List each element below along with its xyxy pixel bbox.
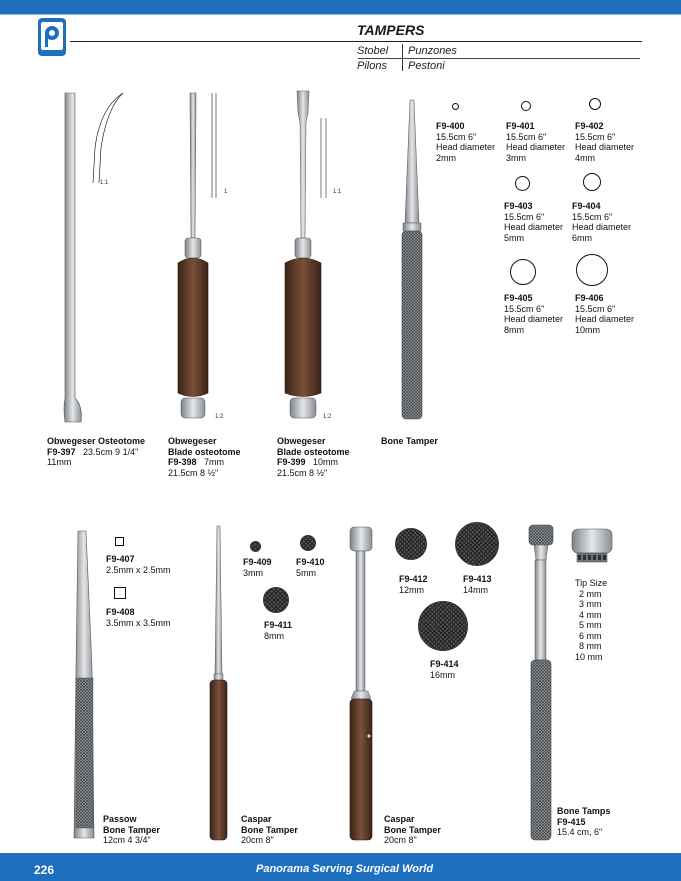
product-name: Obwegeser: [277, 436, 326, 446]
obwegeser-osteotome-illustration: [55, 88, 135, 428]
blade-osteotome-10mm-illustration: [277, 88, 347, 428]
product-code: F9-404: [572, 201, 601, 211]
product-size: 21.5cm 8 ½": [168, 467, 219, 478]
bone-tamper-illustration: [395, 95, 431, 425]
product-diameter: 6mm: [572, 232, 592, 243]
product-code: F9-412: [399, 574, 428, 584]
product-size: 2.5mm x 2.5mm: [106, 564, 171, 575]
mesh-head-f9-411: [263, 587, 289, 613]
product-code: F9-401: [506, 121, 535, 131]
product-size: 21.5cm 8 ½": [277, 467, 328, 478]
page-title: TAMPERS: [357, 22, 425, 38]
blade-osteotome-7mm-illustration: [168, 88, 228, 428]
panorama-logo: [38, 18, 66, 56]
product-diameter: 5mm: [296, 567, 316, 578]
blade-osteotome-7mm-label: [168, 436, 241, 478]
product-code: F9-415: [557, 816, 586, 827]
mesh-head-f9-409: [250, 541, 261, 552]
product-name: Obwegeser: [168, 436, 217, 446]
bone-tamper-label: Bone Tamper: [381, 436, 438, 446]
product-name-line2: Blade osteotome: [277, 446, 350, 457]
product-code: F9-406: [575, 293, 604, 303]
translation-italian: Pestoni: [408, 60, 445, 72]
product-name-line2: Bone Tamper: [384, 824, 441, 835]
product-code: F9-405: [504, 293, 533, 303]
product-code: F9-402: [575, 121, 604, 131]
product-size: 20cm 8": [384, 835, 417, 845]
translation-german: Stobel: [357, 45, 389, 57]
head-circle-f9-405: [510, 259, 536, 285]
blade-osteotome-10mm-label: [277, 436, 350, 478]
caspar-a-label: [241, 814, 298, 846]
head-circle-f9-403: [515, 176, 530, 191]
mesh-head-f9-414: [418, 601, 468, 651]
mesh-head-f9-413: [455, 522, 499, 566]
mesh-head-f9-410: [300, 535, 316, 551]
product-size: 23.5cm 9 1/4": [83, 446, 139, 457]
product-desc: Head diameter: [575, 142, 635, 152]
translation-spanish: Punzones: [408, 45, 457, 57]
caspar-head-label-f9-409: [243, 557, 272, 578]
scale-label: 1:2: [215, 414, 224, 420]
tip-size-item: 4 mm: [579, 609, 602, 620]
passow-label: [103, 814, 160, 846]
product-size: 15.5cm 6": [575, 131, 616, 142]
product-width: 11mm: [47, 457, 72, 467]
product-desc: Head diameter: [504, 314, 564, 324]
product-code: F9-413: [463, 574, 492, 584]
product-desc: Head diameter: [572, 222, 632, 232]
product-diameter: 4mm: [575, 152, 595, 163]
product-code: F9-399: [277, 457, 306, 467]
product-code: F9-408: [106, 607, 135, 617]
tip-size-item: 6 mm: [579, 630, 602, 641]
product-size: 20cm 8": [241, 835, 274, 845]
tip-size-title: Tip Size: [575, 578, 608, 588]
product-size: 15.5cm 6": [436, 131, 477, 142]
caspar-head-label-f9-411: [264, 620, 292, 641]
obwegeser-osteotome-label: [47, 436, 145, 468]
product-size: 15.5cm 6": [504, 211, 545, 222]
tamper-head-label-f9-404: [572, 201, 631, 243]
footer-tagline: Panorama Serving Surgical World: [256, 863, 434, 875]
passow-head-label-f9-408: [106, 607, 171, 628]
head-circle-f9-401: [521, 101, 531, 111]
product-diameter: 8mm: [504, 324, 524, 335]
tamper-head-label-f9-403: [504, 201, 563, 243]
product-name: Caspar: [384, 814, 415, 824]
product-desc: Head diameter: [506, 142, 566, 152]
scale-label: 1:2: [323, 414, 332, 420]
product-size: 15.5cm 6": [504, 303, 545, 314]
product-size: 15.5cm 6": [575, 303, 616, 314]
tamper-head-label-f9-402: [575, 121, 634, 163]
product-size: 3.5mm x 3.5mm: [106, 617, 171, 628]
translation-rule: [358, 58, 640, 59]
product-size: 12cm 4 3/4": [103, 835, 151, 845]
product-desc: Head diameter: [575, 314, 635, 324]
bone-tamps-label: [557, 806, 610, 838]
product-size: 15.5cm 6": [506, 131, 547, 142]
product-name-line2: Blade osteotome: [168, 446, 241, 457]
caspar-head-label-f9-410: [296, 557, 325, 578]
bone-tamps-illustration: [522, 522, 562, 844]
head-circle-f9-402: [589, 98, 601, 110]
product-diameter: 12mm: [399, 584, 425, 595]
product-desc: Head diameter: [504, 222, 564, 232]
product-name: Obwegeser Osteotome: [47, 436, 146, 446]
tamper-head-label-f9-401: [506, 121, 565, 163]
product-code: F9-400: [436, 121, 465, 131]
square-head-f9-408: [114, 587, 126, 599]
tip-size-item: 3 mm: [579, 599, 602, 609]
scale-label: 1:1: [100, 180, 109, 186]
head-circle-f9-404: [583, 173, 601, 191]
tamp-tip-illustration: [569, 524, 615, 566]
header-bar-line: [0, 14, 681, 15]
caspar-head-label-f9-413: [463, 574, 492, 595]
product-diameter: 2mm: [436, 152, 456, 163]
square-head-f9-407: [115, 537, 124, 546]
product-code: F9-411: [264, 620, 293, 630]
title-rule: [70, 41, 642, 42]
caspar-head-label-f9-414: [430, 659, 459, 680]
page-number: 226: [34, 863, 55, 877]
product-code: F9-398: [168, 457, 197, 467]
scale-label: 1: [224, 189, 228, 195]
tamper-head-label-f9-400: [436, 121, 495, 163]
product-diameter: 14mm: [463, 584, 489, 595]
passow-bone-tamper-illustration: [66, 528, 106, 843]
caspar-bone-tamper-b-illustration: [344, 524, 378, 844]
product-name: Passow: [103, 814, 137, 824]
product-code: F9-410: [296, 557, 325, 567]
product-name-line2: Bone Tamper: [241, 824, 298, 835]
product-code: F9-414: [430, 659, 459, 669]
product-code: F9-407: [106, 554, 135, 564]
product-diameter: 5mm: [504, 232, 524, 243]
product-diameter: 16mm: [430, 669, 456, 680]
product-diameter: 10mm: [575, 324, 601, 335]
product-width: 10mm: [313, 457, 339, 467]
caspar-b-label: [384, 814, 441, 846]
product-name: Bone Tamps: [557, 806, 611, 816]
tamper-head-label-f9-405: [504, 293, 563, 335]
product-size: 15.5cm 6": [572, 211, 613, 222]
caspar-head-label-f9-412: [399, 574, 428, 595]
translation-french: Pilons: [357, 60, 387, 72]
product-code: F9-409: [243, 557, 272, 567]
product-size: 15.4 cm, 6": [557, 827, 603, 837]
product-name-line2: Bone Tamper: [103, 824, 160, 835]
tamper-head-label-f9-406: [575, 293, 634, 335]
head-circle-f9-406: [576, 254, 608, 286]
product-width: 7mm: [204, 457, 225, 467]
scale-label: 1:1: [333, 189, 342, 195]
tip-size-item: 10 mm: [575, 651, 603, 662]
product-diameter: 8mm: [264, 630, 284, 641]
product-diameter: 3mm: [243, 567, 263, 578]
tip-size-list: [575, 578, 607, 662]
caspar-bone-tamper-a-illustration: [204, 524, 234, 844]
tip-size-item: 5 mm: [579, 620, 602, 630]
mesh-head-f9-412: [395, 528, 427, 560]
tip-size-item: 2 mm: [579, 588, 602, 599]
product-code: F9-403: [504, 201, 533, 211]
tip-size-item: 8 mm: [579, 641, 602, 651]
product-code: F9-397: [47, 446, 76, 457]
product-diameter: 3mm: [506, 152, 526, 163]
head-circle-f9-400: [452, 103, 459, 110]
header-bar: [0, 0, 681, 14]
product-name: Caspar: [241, 814, 272, 824]
passow-head-label-f9-407: [106, 554, 171, 575]
product-desc: Head diameter: [436, 142, 496, 152]
